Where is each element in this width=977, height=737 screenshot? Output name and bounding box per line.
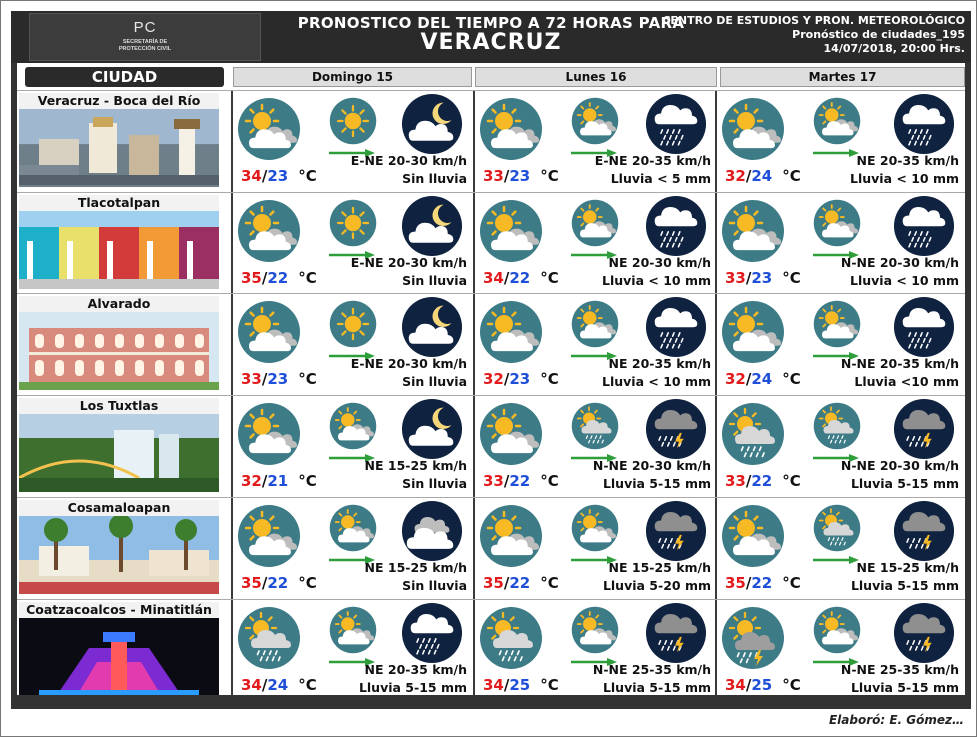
- storm-icon: [645, 500, 707, 562]
- temp-max: 33: [725, 472, 746, 490]
- column-separator: [231, 91, 233, 192]
- temp-min: 23: [267, 167, 289, 185]
- moon-cloud-icon: [401, 296, 463, 358]
- rain-icon: [893, 93, 955, 155]
- rain-sun-icon: [237, 606, 301, 670]
- wind-forecast: E-NE 20-30 km/h: [350, 153, 467, 168]
- temp-slash: /: [503, 269, 510, 287]
- city-row: [17, 497, 965, 598]
- temp-unit: °C: [298, 472, 317, 490]
- pyramid-night-photo: [19, 618, 219, 696]
- temp-unit: °C: [298, 574, 317, 592]
- temp-slash: /: [261, 269, 268, 287]
- rain-forecast: Sin lluvia: [402, 578, 467, 593]
- partly-cloudy-icon: [721, 97, 785, 161]
- temp-max: 33: [483, 167, 504, 185]
- rain-icon: [401, 602, 463, 664]
- rain-sun-icon: [813, 402, 861, 450]
- temp-max: 35: [241, 574, 262, 592]
- city-row: [17, 192, 965, 293]
- wind-forecast: NE 15-25 km/h: [608, 560, 711, 575]
- rain-sun-icon: [479, 606, 543, 670]
- partly-cloudy-icon: [329, 504, 377, 552]
- column-separator: [715, 193, 717, 294]
- page-title: PRONOSTICO DEL TIEMPO A 72 HORAS PARA: [297, 14, 685, 32]
- partly-cloudy-icon: [479, 504, 543, 568]
- footer-credit: Elaboró: E. Gómez…: [828, 713, 964, 727]
- page-city-title: VERACRUZ: [420, 30, 562, 55]
- moon-cloud-icon: [401, 93, 463, 155]
- temp-slash: /: [261, 676, 268, 694]
- rain-forecast: Sin lluvia: [402, 273, 467, 288]
- city-name: Tlacotalpan: [19, 195, 219, 211]
- city-row: [17, 90, 965, 191]
- temp-unit: °C: [540, 269, 559, 287]
- partly-cloudy-icon: [479, 300, 543, 364]
- partly-cloudy-icon: [329, 402, 377, 450]
- temperature: [241, 269, 317, 287]
- storm-icon: [893, 398, 955, 460]
- partly-cloudy-icon: [571, 504, 619, 552]
- temp-unit: °C: [782, 370, 801, 388]
- city-row: [17, 599, 965, 700]
- partly-cloudy-icon: [479, 97, 543, 161]
- cloudy-night-icon: [401, 500, 463, 562]
- partly-cloudy-icon: [571, 300, 619, 348]
- product-name: Pronóstico de ciudades_195: [792, 28, 965, 41]
- rain-forecast: Lluvia 5-15 mm: [602, 680, 711, 695]
- wind-forecast: E-NE 20-30 km/h: [350, 255, 467, 270]
- temp-min: 21: [267, 472, 289, 490]
- temp-unit: °C: [298, 269, 317, 287]
- rain-forecast: Lluvia < 10 mm: [602, 374, 711, 389]
- partly-cloudy-icon: [813, 199, 861, 247]
- temp-min: 22: [267, 574, 289, 592]
- temp-slash: /: [503, 574, 510, 592]
- rain-sun-icon: [721, 402, 785, 466]
- wind-forecast: E-NE 20-30 km/h: [350, 356, 467, 371]
- rain-forecast: Lluvia 5-15 mm: [358, 680, 467, 695]
- partly-cloudy-icon: [721, 504, 785, 568]
- temp-unit: °C: [540, 676, 559, 694]
- partly-cloudy-icon: [813, 97, 861, 145]
- logo-text: PC: [133, 19, 157, 36]
- partly-cloudy-icon: [237, 300, 301, 364]
- temp-min: 25: [509, 676, 531, 694]
- temp-max: 32: [241, 472, 262, 490]
- wind-forecast: N-NE 25-35 km/h: [592, 662, 711, 677]
- logo-subtitle-line-1: SECRETARÍA DE: [122, 39, 168, 45]
- rain-forecast: Sin lluvia: [402, 374, 467, 389]
- city-name: Cosamaloapan: [19, 500, 219, 516]
- column-separator: [231, 498, 233, 599]
- rain-forecast: Lluvia <10 mm: [854, 374, 959, 389]
- city-column-header: CIUDAD: [25, 67, 224, 87]
- temp-max: 33: [725, 269, 746, 287]
- rain-forecast: Sin lluvia: [402, 476, 467, 491]
- rain-icon: [645, 195, 707, 257]
- temperature: [483, 676, 559, 694]
- right-border: [965, 63, 971, 699]
- wind-forecast: NE 15-25 km/h: [364, 458, 467, 473]
- colonial-houses-photo: [19, 211, 219, 289]
- column-separator: [473, 294, 475, 395]
- rain-forecast: Lluvia 5-15 mm: [850, 476, 959, 491]
- day-header-1: Domingo 15: [233, 67, 472, 87]
- wind-forecast: NE 20-35 km/h: [856, 153, 959, 168]
- partly-cloudy-icon: [479, 402, 543, 466]
- wind-forecast: N-NE 25-35 km/h: [840, 662, 959, 677]
- temp-slash: /: [503, 676, 510, 694]
- temp-max: 35: [725, 574, 746, 592]
- temp-min: 22: [509, 269, 531, 287]
- temperature: [241, 167, 317, 185]
- temp-max: 32: [725, 167, 746, 185]
- pc-logo: [29, 13, 261, 61]
- temp-max: 35: [483, 574, 504, 592]
- temperature: [483, 370, 559, 388]
- rain-icon: [893, 296, 955, 358]
- city-name: Los Tuxtlas: [19, 398, 219, 414]
- rain-forecast: Lluvia 5-15 mm: [602, 476, 711, 491]
- temp-unit: °C: [540, 472, 559, 490]
- temperature: [241, 574, 317, 592]
- rain-forecast: Lluvia < 10 mm: [602, 273, 711, 288]
- column-separator: [715, 91, 717, 192]
- temp-slash: /: [261, 574, 268, 592]
- rain-forecast: Sin lluvia: [402, 171, 467, 186]
- city-name: Alvarado: [19, 296, 219, 312]
- temp-unit: °C: [298, 370, 317, 388]
- wind-forecast: N-NE 20-30 km/h: [840, 255, 959, 270]
- temp-unit: °C: [782, 574, 801, 592]
- sunny-icon: [329, 199, 377, 247]
- column-separator: [473, 193, 475, 294]
- wind-forecast: E-NE 20-35 km/h: [594, 153, 711, 168]
- rain-icon: [645, 296, 707, 358]
- wind-forecast: NE 15-25 km/h: [856, 560, 959, 575]
- rain-sun-icon: [813, 504, 861, 552]
- temp-min: 23: [509, 370, 531, 388]
- temperature: [241, 676, 317, 694]
- temp-unit: °C: [540, 574, 559, 592]
- temperature: [483, 472, 559, 490]
- temp-max: 32: [725, 370, 746, 388]
- column-separator: [231, 294, 233, 395]
- temperature: [483, 574, 559, 592]
- issuer-info: [662, 14, 965, 56]
- temperature: [241, 370, 317, 388]
- partly-cloudy-icon: [237, 97, 301, 161]
- temp-min: 22: [751, 574, 773, 592]
- partly-cloudy-icon: [479, 199, 543, 263]
- temp-min: 23: [509, 167, 531, 185]
- wind-forecast: NE 20-35 km/h: [364, 662, 467, 677]
- rain-forecast: Lluvia 5-20 mm: [602, 578, 711, 593]
- plaza-photo: [19, 516, 219, 594]
- partly-cloudy-icon: [237, 199, 301, 263]
- logo-subtitle: [30, 39, 260, 53]
- temperature: [725, 167, 801, 185]
- storm-sun-icon: [721, 606, 785, 670]
- temp-slash: /: [261, 167, 268, 185]
- temp-unit: °C: [782, 269, 801, 287]
- temperature: [483, 269, 559, 287]
- rain-forecast: Lluvia < 10 mm: [850, 171, 959, 186]
- column-separator: [473, 498, 475, 599]
- title-block: [271, 14, 711, 54]
- storm-icon: [645, 602, 707, 664]
- partly-cloudy-icon: [237, 402, 301, 466]
- temp-unit: °C: [540, 167, 559, 185]
- rain-forecast: Lluvia < 5 mm: [610, 171, 711, 186]
- temperature: [725, 472, 801, 490]
- issue-date: 14/07/2018, 20:00 Hrs.: [823, 42, 965, 55]
- temp-max: 33: [241, 370, 262, 388]
- temp-unit: °C: [298, 167, 317, 185]
- partly-cloudy-icon: [721, 199, 785, 263]
- day-header-3: Martes 17: [720, 67, 965, 87]
- temperature: [725, 676, 801, 694]
- moon-cloud-icon: [401, 195, 463, 257]
- temp-unit: °C: [298, 676, 317, 694]
- partly-cloudy-icon: [813, 300, 861, 348]
- city-row: [17, 395, 965, 496]
- partly-cloudy-icon: [571, 97, 619, 145]
- temp-slash: /: [745, 269, 752, 287]
- temp-slash: /: [745, 167, 752, 185]
- wind-forecast: N-NE 20-30 km/h: [840, 458, 959, 473]
- temp-min: 23: [751, 269, 773, 287]
- palace-photo: [19, 312, 219, 390]
- column-separator: [231, 600, 233, 701]
- column-separator: [715, 600, 717, 701]
- partly-cloudy-icon: [813, 606, 861, 654]
- wind-forecast: NE 20-35 km/h: [608, 356, 711, 371]
- partly-cloudy-icon: [237, 504, 301, 568]
- partly-cloudy-icon: [571, 199, 619, 247]
- temperature: [483, 167, 559, 185]
- city-row: [17, 293, 965, 394]
- city-name: Coatzacoalcos - Minatitlán: [19, 602, 219, 618]
- storm-icon: [893, 500, 955, 562]
- temp-max: 34: [241, 167, 262, 185]
- rain-sun-icon: [571, 402, 619, 450]
- temp-unit: °C: [782, 167, 801, 185]
- temperature: [241, 472, 317, 490]
- temp-min: 24: [751, 370, 773, 388]
- wind-forecast: NE 20-30 km/h: [608, 255, 711, 270]
- wind-direction-arrow-icon: [813, 145, 859, 155]
- logo-subtitle-line-2: PROTECCIÓN CIVIL: [118, 46, 172, 52]
- wind-forecast: N-NE 20-30 km/h: [592, 458, 711, 473]
- temp-max: 34: [483, 269, 504, 287]
- temp-slash: /: [745, 574, 752, 592]
- waterfall-photo: [19, 414, 219, 492]
- bottom-border: [11, 695, 971, 709]
- temp-min: 22: [267, 269, 289, 287]
- city-name: Veracruz - Boca del Río: [19, 93, 219, 109]
- rain-icon: [645, 93, 707, 155]
- sunny-icon: [329, 97, 377, 145]
- temperature: [725, 574, 801, 592]
- temp-slash: /: [503, 472, 510, 490]
- temp-slash: /: [261, 472, 268, 490]
- wind-direction-arrow-icon: [813, 552, 859, 562]
- partly-cloudy-icon: [571, 606, 619, 654]
- temp-unit: °C: [782, 676, 801, 694]
- rain-icon: [893, 195, 955, 257]
- column-separator: [231, 396, 233, 497]
- temp-slash: /: [745, 370, 752, 388]
- temperature: [725, 269, 801, 287]
- temp-max: 34: [483, 676, 504, 694]
- wind-forecast: NE 15-25 km/h: [364, 560, 467, 575]
- temp-max: 34: [241, 676, 262, 694]
- temp-slash: /: [745, 472, 752, 490]
- temperature: [725, 370, 801, 388]
- storm-icon: [645, 398, 707, 460]
- column-separator: [715, 498, 717, 599]
- temp-min: 24: [751, 167, 773, 185]
- port-city-photo: [19, 109, 219, 187]
- temp-min: 24: [267, 676, 289, 694]
- moon-cloud-icon: [401, 398, 463, 460]
- temp-min: 22: [509, 574, 531, 592]
- sunny-icon: [329, 300, 377, 348]
- partly-cloudy-icon: [329, 606, 377, 654]
- column-separator: [715, 396, 717, 497]
- temp-min: 22: [509, 472, 531, 490]
- rain-forecast: Lluvia 5-15 mm: [850, 680, 959, 695]
- temp-min: 22: [751, 472, 773, 490]
- day-header-2: Lunes 16: [475, 67, 717, 87]
- partly-cloudy-icon: [721, 300, 785, 364]
- column-separator: [473, 91, 475, 192]
- temp-min: 23: [267, 370, 289, 388]
- temp-slash: /: [261, 370, 268, 388]
- temp-max: 35: [241, 269, 262, 287]
- temp-unit: °C: [782, 472, 801, 490]
- temp-slash: /: [503, 370, 510, 388]
- issuer-center: CENTRO DE ESTUDIOS Y PRON. METEOROLÓGICO: [662, 14, 965, 27]
- temp-max: 33: [483, 472, 504, 490]
- temp-max: 32: [483, 370, 504, 388]
- header-bar: [11, 11, 971, 63]
- temp-slash: /: [503, 167, 510, 185]
- column-separator: [473, 600, 475, 701]
- temp-unit: °C: [540, 370, 559, 388]
- column-separator: [715, 294, 717, 395]
- column-separator: [473, 396, 475, 497]
- rain-forecast: Lluvia 5-15 mm: [850, 578, 959, 593]
- storm-icon: [893, 602, 955, 664]
- temp-min: 25: [751, 676, 773, 694]
- rain-forecast: Lluvia < 10 mm: [850, 273, 959, 288]
- temp-max: 34: [725, 676, 746, 694]
- temp-slash: /: [745, 676, 752, 694]
- column-separator: [231, 193, 233, 294]
- wind-forecast: N-NE 20-35 km/h: [840, 356, 959, 371]
